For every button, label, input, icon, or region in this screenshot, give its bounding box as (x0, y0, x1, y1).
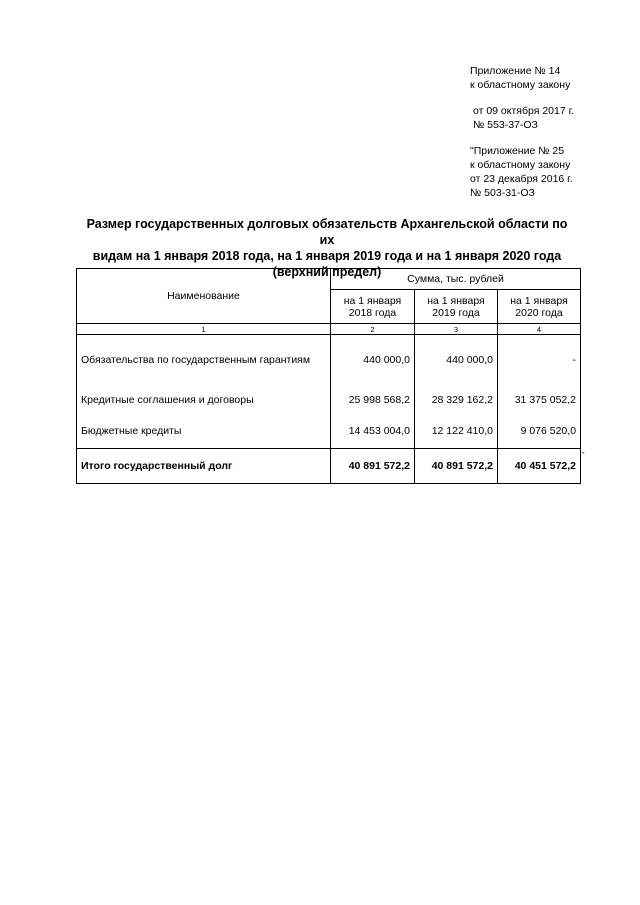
total-row (77, 449, 581, 484)
column-index-1: 1 (77, 324, 331, 335)
column-index-row (77, 324, 581, 335)
row-value-2019: 440 000,0 (415, 335, 498, 385)
column-index-3: 3 (415, 324, 498, 335)
year-header-2018 (331, 290, 415, 324)
appendix-law: к областному закону (470, 79, 571, 91)
appendix-number: Приложение № 14 (470, 65, 561, 77)
original-appendix-date: от 23 декабря 2016 г. (470, 173, 573, 185)
year-header-2020-line2: 2020 года (515, 306, 563, 319)
title-line-1: Размер государственных долговых обязательств Архангельской области по их (86, 217, 568, 247)
title-line-2: видам на 1 января 2018 года, на 1 января 2019 года и на 1 января 2020 года (92, 249, 562, 263)
row-value-2018: 440 000,0 (331, 335, 415, 385)
year-header-2018-line2: 2018 года (348, 306, 397, 319)
year-header-2020 (498, 290, 581, 324)
appendix-law-number: № 553-37-ОЗ (473, 119, 538, 131)
row-value-2020: 9 076 520,0 (498, 415, 581, 449)
appendix-date: от 09 октября 2017 г. (473, 105, 575, 117)
table-row (77, 385, 581, 415)
total-value-2019: 40 891 572,2 (415, 449, 498, 484)
year-header-2019-line1: на 1 января (427, 294, 485, 307)
row-value-2019: 12 122 410,0 (415, 415, 498, 449)
year-header-2019 (415, 290, 498, 324)
total-name: Итого государственный долг (77, 449, 331, 484)
total-value-2020: 40 451 572,2 (498, 449, 581, 484)
row-value-2019: 28 329 162,2 (415, 385, 498, 415)
row-name: Бюджетные кредиты (77, 415, 331, 449)
row-name: Обязательства по государственным гарантиям (77, 335, 331, 385)
row-value-2018: 14 453 004,0 (331, 415, 415, 449)
original-appendix-law-number: № 503-31-ОЗ (470, 187, 535, 199)
column-index-4: 4 (498, 324, 581, 335)
row-value-2020: - (498, 335, 581, 385)
name-column-header: Наименование (77, 269, 331, 324)
table-header-row (77, 269, 581, 290)
original-appendix-law: к областному закону (470, 159, 571, 171)
row-name: Кредитные соглашения и договоры (77, 385, 331, 415)
year-header-2018-line1: на 1 января (343, 294, 402, 307)
original-appendix-number: "Приложение № 25 (470, 145, 565, 157)
row-value-2018: 25 998 568,2 (331, 385, 415, 415)
title-line-3: (верхний предел) (272, 265, 382, 279)
row-value-2020: 31 375 052,2 (498, 385, 581, 415)
debt-table (76, 268, 581, 484)
total-value-2018: 40 891 572,2 (331, 449, 415, 484)
column-index-2: 2 (331, 324, 415, 335)
table-row (77, 415, 581, 449)
year-header-2020-line1: на 1 января (510, 294, 568, 307)
sum-header: Сумма, тыс. рублей (331, 269, 581, 290)
table-row (77, 335, 581, 385)
closing-quote-mark: " (582, 452, 585, 459)
year-header-2019-line2: 2019 года (432, 306, 480, 319)
